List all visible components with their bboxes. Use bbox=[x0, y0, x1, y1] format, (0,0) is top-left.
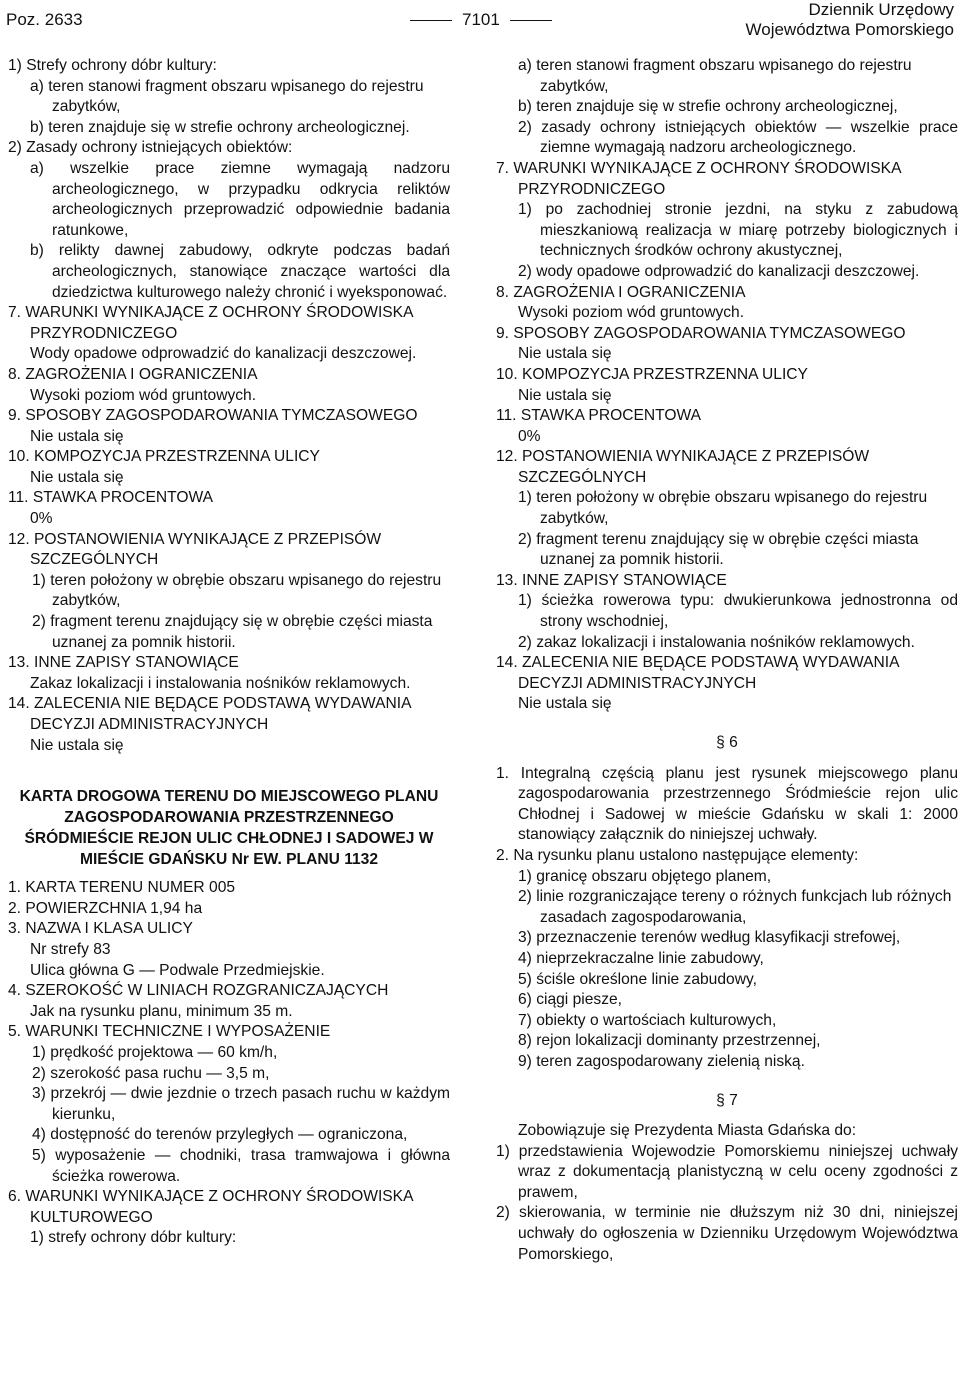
paragraph: 2) fragment terenu znajdujący się w obrębie części miasta uznanej za pomnik historii. bbox=[518, 530, 919, 569]
paragraph: Jak na rysunku planu, minimum 35 m. bbox=[30, 1002, 293, 1020]
list-item: 8) rejon lokalizacji dominanty przestrzennej, bbox=[518, 1032, 821, 1050]
road-card-heading: KARTA DROGOWA TERENU DO MIEJSCOWEGO PLANU ZAGOSPODAROWANIA PRZESTRZENNEGO ŚRÓDMIEŚCIE REJON ULIC CHŁODNEJ I SADOWEJ W MIEŚCIE GDAŃSKU Nr EW. PLANU 1132 bbox=[19, 788, 439, 869]
paragraph: 1. Integralną częścią planu jest rysunek miejscowego planu zagospodarowania przestrzennego Śródmieście rejon ulic Chłodnej i Sadowej w mieście Gdańsku w skali 1: 2000 stanowiący załącznik do niniejszej uchwały. bbox=[496, 764, 958, 844]
position-number: Poz. 2633 bbox=[6, 10, 83, 29]
section-heading: 10. KOMPOZYCJA PRZESTRZENNA ULICY bbox=[8, 448, 320, 466]
paragraph: 1) Strefy ochrony dóbr kultury: bbox=[8, 57, 217, 74]
paragraph: Zobowiązuje się Prezydenta Miasta Gdańska do: bbox=[518, 1122, 857, 1140]
section-heading: 14. ZALECENIA NIE BĘDĄCE PODSTAWĄ WYDAWANIA DECYZJI ADMINISTRACYJNYCH bbox=[496, 654, 899, 692]
section-heading: 12. POSTANOWIENIA WYNIKAJĄCE Z PRZEPISÓW SZCZEGÓLNYCH bbox=[496, 448, 870, 486]
paragraph: Nie ustala się bbox=[518, 345, 612, 363]
paragraph: 5) wyposażenie — chodniki, trasa tramwajowa i główna ścieżka rowerowa. bbox=[32, 1146, 450, 1185]
section-heading: 6. WARUNKI WYNIKAJĄCE Z OCHRONY ŚRODOWISKA KULTUROWEGO bbox=[8, 1188, 413, 1226]
paragraph: 4) dostępność do terenów przyległych — ograniczona, bbox=[32, 1126, 408, 1144]
paragraph: Wysoki poziom wód gruntowych. bbox=[30, 386, 257, 404]
section-heading: 10. KOMPOZYCJA PRZESTRZENNA ULICY bbox=[496, 365, 808, 383]
paragraph: Nie ustala się bbox=[30, 468, 124, 486]
paragraph: 2) zakaz lokalizacji i instalowania nośników reklamowych. bbox=[518, 633, 915, 651]
paragraph: 2) szerokość pasa ruchu — 3,5 m, bbox=[32, 1064, 270, 1082]
left-column bbox=[8, 56, 450, 1249]
paragraph: b) relikty dawnej zabudowy, odkryte podczas badań archeologicznych, stanowiące znaczące wartości dla dziedzictwa kulturowego należy chronić i wyeksponować. bbox=[30, 242, 450, 301]
page-number: 7101 bbox=[400, 10, 562, 30]
section-heading: 9. SPOSOBY ZAGOSPODAROWANIA TYMCZASOWEGO bbox=[8, 407, 418, 425]
paragraph: 0% bbox=[518, 427, 541, 445]
section-heading: 8. ZAGROŻENIA I OGRANICZENIA bbox=[8, 365, 258, 383]
paragraph: Wody opadowe odprowadzić do kanalizacji deszczowej. bbox=[30, 345, 417, 363]
section-heading: 3. NAZWA I KLASA ULICY bbox=[8, 920, 193, 938]
paragraph: 1) prędkość projektowa — 60 km/h, bbox=[32, 1043, 278, 1061]
paragraph: b) teren znajduje się w strefie ochrony archeologicznej. bbox=[30, 118, 410, 136]
paragraph: 2) zasady ochrony istniejących obiektów — wszelkie prace ziemne wymagają nadzoru archeologicznego. bbox=[518, 118, 958, 157]
section-heading: 8. ZAGROŻENIA I OGRANICZENIA bbox=[496, 283, 746, 301]
paragraph: 2. Na rysunku planu ustalono następujące elementy: bbox=[496, 846, 859, 864]
paragraph: 2) wody opadowe odprowadzić do kanalizacji deszczowej. bbox=[518, 262, 920, 280]
section-heading: 5. WARUNKI TECHNICZNE I WYPOSAŻENIE bbox=[8, 1023, 331, 1041]
section-heading: 14. ZALECENIA NIE BĘDĄCE PODSTAWĄ WYDAWANIA DECYZJI ADMINISTRACYJNYCH bbox=[8, 695, 411, 733]
list-item: 2) skierowania, w terminie nie dłuższym niż 30 dni, niniejszej uchwały do ogłoszenia w Dzienniku Urzędowym Województwa Pomorskiego, bbox=[496, 1204, 958, 1263]
list-item: 6) ciągi piesze, bbox=[518, 991, 623, 1009]
journal-title bbox=[746, 0, 955, 40]
paragraph: 1) teren położony w obrębie obszaru wpisanego do rejestru zabytków, bbox=[518, 489, 928, 528]
paragraph: Nie ustala się bbox=[518, 695, 612, 713]
section-heading: 4. SZEROKOŚĆ W LINIACH ROZGRANICZAJĄCYCH bbox=[8, 982, 389, 1000]
list-item: 3) przeznaczenie terenów według klasyfikacji strefowej, bbox=[518, 929, 901, 947]
paragraph: a) teren stanowi fragment obszaru wpisanego do rejestru zabytków, bbox=[30, 77, 424, 116]
paragraph: Nie ustala się bbox=[30, 427, 124, 445]
paragraph: Nie ustala się bbox=[518, 386, 612, 404]
list-item: 1) przedstawienia Wojewodzie Pomorskiemu niniejszej uchwały wraz z dokumentacją planistyczną w celu oceny zgodności z prawem, bbox=[496, 1142, 958, 1201]
list-item: 4) nieprzekraczalne linie zabudowy, bbox=[518, 949, 764, 967]
section-heading: 11. STAWKA PROCENTOWA bbox=[496, 407, 702, 425]
journal-title-line2: Województwa Pomorskiego bbox=[745, 20, 954, 39]
section-heading: 13. INNE ZAPISY STANOWIĄCE bbox=[496, 571, 727, 589]
paragraph: 1) po zachodniej stronie jezdni, na styku z zabudową mieszkaniową realizacja w miarę potrzeby biologicznych i technicznych środków ochrony akustycznej, bbox=[518, 201, 958, 260]
section-heading: 9. SPOSOBY ZAGOSPODAROWANIA TYMCZASOWEGO bbox=[496, 324, 906, 342]
paragraph: Wysoki poziom wód gruntowych. bbox=[518, 304, 745, 322]
paragraph: Nie ustala się bbox=[30, 736, 124, 754]
paragraph: Nr strefy 83 bbox=[30, 940, 111, 958]
section-symbol-6: § 6 bbox=[716, 734, 738, 751]
section-heading: 2. POWIERZCHNIA 1,94 ha bbox=[8, 899, 203, 917]
paragraph: 2) fragment terenu znajdujący się w obrębie części miasta uznanej za pomnik historii. bbox=[32, 613, 433, 651]
page-header bbox=[0, 0, 960, 44]
list-item: 5) ściśle określone linie zabudowy, bbox=[518, 970, 757, 988]
section-heading: 12. POSTANOWIENIA WYNIKAJĄCE Z PRZEPISÓW SZCZEGÓLNYCH bbox=[8, 530, 382, 569]
list-item: 1) granicę obszaru objętego planem, bbox=[518, 867, 772, 885]
paragraph: 1) teren położony w obrębie obszaru wpisanego do rejestru zabytków, bbox=[32, 571, 442, 610]
list-item: 9) teren zagospodarowany zielenią niską. bbox=[518, 1052, 805, 1070]
journal-title-line1: Dziennik Urzędowy bbox=[808, 0, 954, 19]
paragraph: b) teren znajduje się w strefie ochrony archeologicznej, bbox=[518, 98, 898, 116]
section-symbol-7: § 7 bbox=[716, 1091, 738, 1109]
paragraph: a) teren stanowi fragment obszaru wpisanego do rejestru zabytków, bbox=[518, 57, 912, 95]
paragraph: 0% bbox=[30, 510, 53, 528]
paragraph: Ulica główna G — Podwale Przedmiejskie. bbox=[30, 961, 325, 979]
section-heading: 11. STAWKA PROCENTOWA bbox=[8, 489, 214, 507]
paragraph: Zakaz lokalizacji i instalowania nośników reklamowych. bbox=[30, 674, 411, 692]
paragraph: 1) ścieżka rowerowa typu: dwukierunkowa jednostronna od strony wschodniej, bbox=[518, 592, 958, 631]
section-heading: 7. WARUNKI WYNIKAJĄCE Z OCHRONY ŚRODOWISKA PRZYRODNICZEGO bbox=[496, 159, 901, 198]
paragraph: a) wszelkie prace ziemne wymagają nadzoru archeologicznego, w przypadku odkrycia reliktów archeologicznych przeprowadzić odpowiednie badania ratunkowe, bbox=[30, 159, 450, 239]
paragraph: 1) strefy ochrony dóbr kultury: bbox=[30, 1229, 237, 1247]
section-heading: 1. KARTA TERENU NUMER 005 bbox=[8, 879, 236, 897]
paragraph: 2) Zasady ochrony istniejących obiektów: bbox=[8, 139, 293, 157]
list-item: 7) obiekty o wartościach kulturowych, bbox=[518, 1011, 777, 1029]
right-column bbox=[496, 56, 958, 1265]
list-item: 2) linie rozgraniczające tereny o różnych funkcjach lub różnych zasadach zagospodarowania, bbox=[518, 888, 952, 926]
section-heading: 13. INNE ZAPISY STANOWIĄCE bbox=[8, 654, 239, 672]
section-heading: 7. WARUNKI WYNIKAJĄCE Z OCHRONY ŚRODOWISKA PRZYRODNICZEGO bbox=[8, 304, 413, 342]
paragraph: 3) przekrój — dwie jezdnie o trzech pasach ruchu w każdym kierunku, bbox=[32, 1085, 450, 1123]
